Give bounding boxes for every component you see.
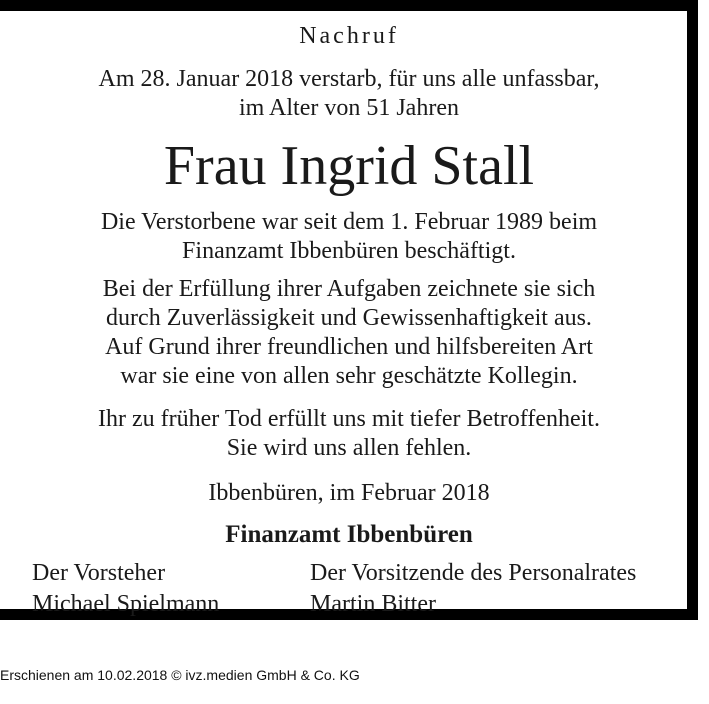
tribute-paragraph [0,275,698,391]
deceased-name: Frau Ingrid Stall [163,135,535,197]
paragraph-line: war sie eine von allen sehr geschätzte Kollegin. [120,363,578,389]
signatory-name: Martin Bitter [310,591,436,617]
organization-name: Finanzamt Ibbenbüren [225,521,473,548]
signatory-right [310,558,636,620]
signatory-name: Michael Spielmann [32,591,220,617]
signatory-role: Der Vorsitzende des Personalrates [310,560,637,586]
intro-line: Am 28. Januar 2018 verstarb, für uns alle unfassbar, [98,66,600,92]
paragraph-line: Finanzamt Ibbenbüren beschäftigt. [182,238,516,264]
intro-paragraph [0,65,698,123]
intro-line: im Alter von 51 Jahren [239,95,459,121]
place-date: Ibbenbüren, im Februar 2018 [208,480,490,506]
signatory-role: Der Vorsteher [32,560,166,586]
publication-footer: Erschienen am 10.02.2018 © ivz.medien GmbH & Co. KG [0,667,360,683]
paragraph-line: Die Verstorbene war seit dem 1. Februar 1989 beim [100,209,598,235]
paragraph-line: Sie wird uns allen fehlen. [226,435,472,461]
notice-heading: Nachruf [299,23,399,49]
paragraph-line: Auf Grund ihrer freundlichen und hilfsbereiten Art [105,334,593,360]
employment-paragraph [0,208,698,266]
paragraph-line: Ihr zu früher Tod erfüllt uns mit tiefer Betroffenheit. [98,406,600,432]
paragraph-line: Bei der Erfüllung ihrer Aufgaben zeichnete sie sich [102,276,596,302]
paragraph-line: durch Zuverlässigkeit und Gewissenhaftigkeit aus. [106,305,592,331]
condolence-paragraph [0,405,698,463]
signatory-left [32,558,219,620]
